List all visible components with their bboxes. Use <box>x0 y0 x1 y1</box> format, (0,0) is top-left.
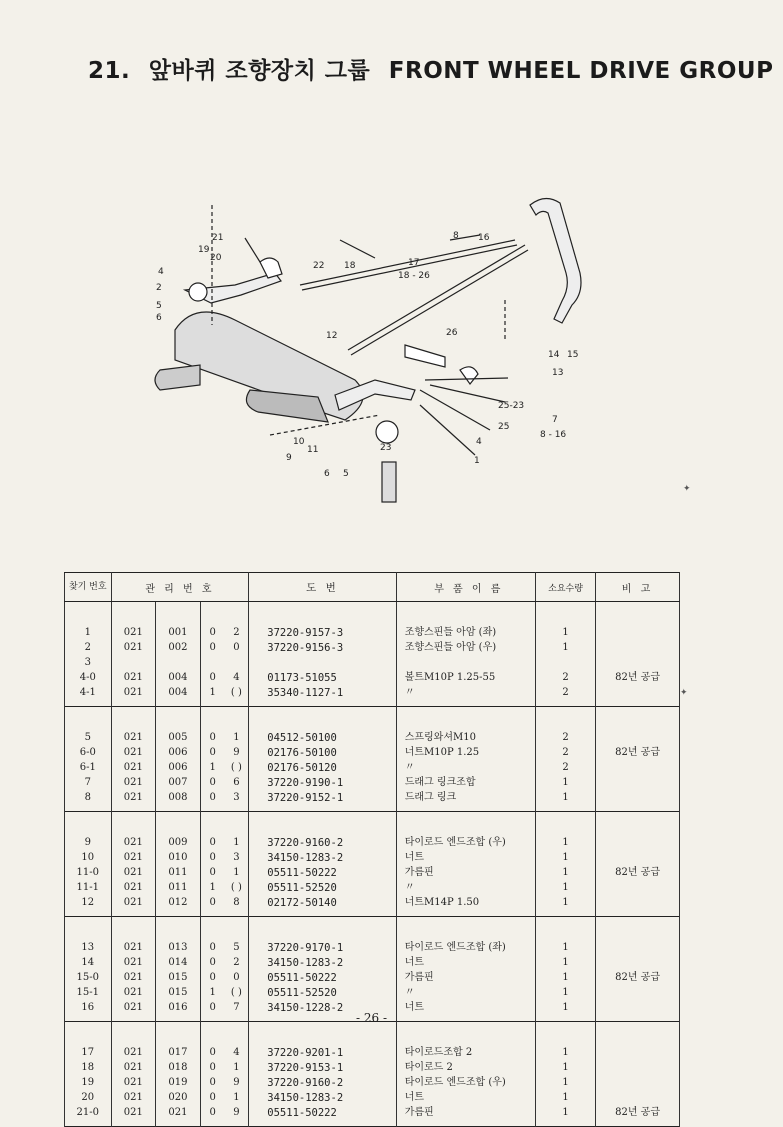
table-group <box>65 812 680 917</box>
title-number: 21. <box>88 58 131 84</box>
cell-remark <box>596 1060 680 1075</box>
cell-m4: 1 <box>225 812 249 851</box>
cell-m1: 021 <box>111 1090 156 1105</box>
callout-17: 17 <box>408 258 420 268</box>
cell-m1: 021 <box>111 880 156 895</box>
cell-m2: 011 <box>156 865 201 880</box>
table-row <box>65 917 680 956</box>
cell-name: 드래그 링크 <box>396 790 535 812</box>
cell-qty: 1 <box>535 640 595 655</box>
cell-m3: 0 <box>200 955 224 970</box>
table-row <box>65 775 680 790</box>
title-korean: 앞바퀴 조향장치 그룹 <box>148 58 371 84</box>
cell-m2: 004 <box>156 685 201 707</box>
cell-no: 20 <box>65 1090 112 1105</box>
cell-qty: 1 <box>535 1000 595 1022</box>
table-row <box>65 985 680 1000</box>
callout-15: 15 <box>567 350 579 360</box>
cell-m4: 4 <box>225 1022 249 1061</box>
cell-m4: 0 <box>225 640 249 655</box>
cell-m4: ( ) <box>225 760 249 775</box>
cell-no: 15-0 <box>65 970 112 985</box>
cell-m4: 3 <box>225 850 249 865</box>
cell-m2: 005 <box>156 707 201 746</box>
cell-m4: 1 <box>225 707 249 746</box>
callout-1: 1 <box>474 456 480 466</box>
cell-pn: 04512-50100 <box>249 707 396 746</box>
cell-name: 너트 <box>396 1090 535 1105</box>
cell-no: 3 <box>65 655 112 670</box>
cell-name <box>396 655 535 670</box>
table-row <box>65 895 680 917</box>
cell-m3 <box>200 655 224 670</box>
cell-m2: 016 <box>156 1000 201 1022</box>
cell-pn: 37220-9156-3 <box>249 640 396 655</box>
table-group <box>65 602 680 707</box>
cell-m4: 2 <box>225 955 249 970</box>
cell-m4: 0 <box>225 970 249 985</box>
cell-name: 가름핀 <box>396 1105 535 1127</box>
cell-remark <box>596 985 680 1000</box>
header-name: 부 품 이 름 <box>396 573 535 602</box>
cell-m1: 021 <box>111 745 156 760</box>
cell-name: 너트 <box>396 955 535 970</box>
table-row <box>65 760 680 775</box>
cell-qty: 1 <box>535 917 595 956</box>
cell-m3: 1 <box>200 760 224 775</box>
table-row <box>65 812 680 851</box>
cell-no: 9 <box>65 812 112 851</box>
cell-pn: 37220-9153-1 <box>249 1060 396 1075</box>
cell-qty: 2 <box>535 670 595 685</box>
cell-no: 17 <box>65 1022 112 1061</box>
header-mgmt: 관 리 번 호 <box>111 573 249 602</box>
cell-no: 4-0 <box>65 670 112 685</box>
cell-m3: 0 <box>200 670 224 685</box>
cell-m2: 006 <box>156 760 201 775</box>
cell-m2: 018 <box>156 1060 201 1075</box>
cell-m3: 1 <box>200 985 224 1000</box>
callout-2: 2 <box>156 283 162 293</box>
cell-no: 11-1 <box>65 880 112 895</box>
cell-name: 스프링와셔M10 <box>396 707 535 746</box>
callout-16: 16 <box>478 233 490 243</box>
table-row <box>65 707 680 746</box>
cell-m1: 021 <box>111 955 156 970</box>
cell-m2: 013 <box>156 917 201 956</box>
cell-m3: 0 <box>200 1000 224 1022</box>
callout-5b: 5 <box>343 469 349 479</box>
cell-m3: 0 <box>200 745 224 760</box>
cell-pn: 02176-50120 <box>249 760 396 775</box>
cell-name: 〃 <box>396 760 535 775</box>
cell-remark <box>596 1000 680 1022</box>
cell-name: 너트 <box>396 1000 535 1022</box>
cell-name: 〃 <box>396 880 535 895</box>
cell-name: 조향스핀들 아암 (좌) <box>396 602 535 641</box>
cell-m3: 0 <box>200 865 224 880</box>
cell-remark <box>596 850 680 865</box>
cell-remark <box>596 640 680 655</box>
cell-m3: 1 <box>200 685 224 707</box>
cell-pn: 05511-50222 <box>249 865 396 880</box>
table-row <box>65 955 680 970</box>
cell-m4: ( ) <box>225 685 249 707</box>
cell-m2: 001 <box>156 602 201 641</box>
cell-name: 타이로드조합 2 <box>396 1022 535 1061</box>
cell-m2: 015 <box>156 970 201 985</box>
table-row <box>65 850 680 865</box>
cell-m4: 3 <box>225 790 249 812</box>
cell-m2: 004 <box>156 670 201 685</box>
cell-m1: 021 <box>111 760 156 775</box>
cell-m3: 0 <box>200 970 224 985</box>
cell-remark <box>596 955 680 970</box>
cell-name: 〃 <box>396 985 535 1000</box>
cell-remark <box>596 917 680 956</box>
cell-remark <box>596 707 680 746</box>
table-row <box>65 602 680 641</box>
cell-m1: 021 <box>111 775 156 790</box>
cell-qty: 1 <box>535 985 595 1000</box>
cell-no: 21-0 <box>65 1105 112 1127</box>
cell-m2: 007 <box>156 775 201 790</box>
cell-name: 타이로드 2 <box>396 1060 535 1075</box>
cell-m1: 021 <box>111 640 156 655</box>
cell-m4: ( ) <box>225 880 249 895</box>
cell-m2: 012 <box>156 895 201 917</box>
cell-remark <box>596 812 680 851</box>
cell-remark <box>596 775 680 790</box>
cell-m1: 021 <box>111 1000 156 1022</box>
cell-m2: 008 <box>156 790 201 812</box>
cell-m1: 021 <box>111 865 156 880</box>
cell-m3: 0 <box>200 602 224 641</box>
table-row <box>65 1075 680 1090</box>
cell-pn: 37220-9170-1 <box>249 917 396 956</box>
cell-qty: 1 <box>535 895 595 917</box>
cell-pn: 34150-1283-2 <box>249 850 396 865</box>
cell-m1: 021 <box>111 1060 156 1075</box>
table-row <box>65 655 680 670</box>
callout-6b: 6 <box>324 469 330 479</box>
cell-remark <box>596 655 680 670</box>
title-english: FRONT WHEEL DRIVE GROUP <box>388 58 774 84</box>
cell-no: 1 <box>65 602 112 641</box>
callout-4: 4 <box>158 267 164 277</box>
table-row <box>65 970 680 985</box>
cell-remark: 82년 공급 <box>596 745 680 760</box>
cell-name: 타이로드 엔드조합 (우) <box>396 1075 535 1090</box>
cell-m1: 021 <box>111 850 156 865</box>
cell-m1: 021 <box>111 1105 156 1127</box>
cell-m1: 021 <box>111 670 156 685</box>
cell-m3: 0 <box>200 1060 224 1075</box>
cell-m1: 021 <box>111 1022 156 1061</box>
cell-m2: 010 <box>156 850 201 865</box>
cell-m2: 014 <box>156 955 201 970</box>
table-group <box>65 707 680 812</box>
cell-m3: 0 <box>200 895 224 917</box>
cell-qty: 2 <box>535 745 595 760</box>
callout-9: 9 <box>286 453 292 463</box>
cell-name: 드래그 링크조합 <box>396 775 535 790</box>
cell-no: 12 <box>65 895 112 917</box>
callout-22: 22 <box>313 261 325 271</box>
callout-5: 5 <box>156 301 162 311</box>
cell-remark <box>596 760 680 775</box>
cell-pn: 37220-9160-2 <box>249 1075 396 1090</box>
cell-m4: 1 <box>225 1060 249 1075</box>
cell-pn: 02176-50100 <box>249 745 396 760</box>
cell-name: 너트 <box>396 850 535 865</box>
table-row <box>65 1090 680 1105</box>
cell-pn: 34150-1283-2 <box>249 1090 396 1105</box>
callout-18: 18 <box>344 261 356 271</box>
table-row <box>65 640 680 655</box>
callout-6: 6 <box>156 313 162 323</box>
cell-m4: ( ) <box>225 985 249 1000</box>
cell-qty: 1 <box>535 880 595 895</box>
cell-pn: 05511-52520 <box>249 880 396 895</box>
cell-name: 〃 <box>396 685 535 707</box>
cell-m1: 021 <box>111 685 156 707</box>
cell-m1: 021 <box>111 895 156 917</box>
cell-pn: 01173-51055 <box>249 670 396 685</box>
cell-remark <box>596 790 680 812</box>
header-no: 찾기 번호 <box>65 573 112 602</box>
cell-qty: 1 <box>535 1022 595 1061</box>
cell-m4: 7 <box>225 1000 249 1022</box>
cell-m3: 0 <box>200 1090 224 1105</box>
cell-qty: 1 <box>535 1075 595 1090</box>
callout-17-range: 18 - 26 <box>398 271 430 281</box>
table-row <box>65 865 680 880</box>
cell-no: 19 <box>65 1075 112 1090</box>
cell-m4: 2 <box>225 602 249 641</box>
cell-m3: 0 <box>200 1075 224 1090</box>
cell-m2: 006 <box>156 745 201 760</box>
cell-m1: 021 <box>111 812 156 851</box>
cell-qty: 1 <box>535 1060 595 1075</box>
table-row <box>65 1105 680 1127</box>
cell-m2: 019 <box>156 1075 201 1090</box>
cell-qty: 1 <box>535 850 595 865</box>
cell-qty: 2 <box>535 707 595 746</box>
callout-13: 13 <box>552 368 564 378</box>
cell-pn: 37220-9157-3 <box>249 602 396 641</box>
cell-m3: 0 <box>200 707 224 746</box>
callout-7-range: 8 - 16 <box>540 430 567 440</box>
table-row <box>65 880 680 895</box>
cell-m4: 8 <box>225 895 249 917</box>
cell-m4: 1 <box>225 1090 249 1105</box>
cell-no: 8 <box>65 790 112 812</box>
cell-m1: 021 <box>111 985 156 1000</box>
cell-name: 타이로드 엔드조합 (우) <box>396 812 535 851</box>
cell-pn: 34150-1228-2 <box>249 1000 396 1022</box>
cell-m3: 0 <box>200 790 224 812</box>
table-row <box>65 1060 680 1075</box>
cell-remark: 82년 공급 <box>596 670 680 685</box>
callout-24: 25 <box>498 422 510 432</box>
cell-pn: 05511-50222 <box>249 970 396 985</box>
cell-m3: 0 <box>200 850 224 865</box>
cell-remark: 82년 공급 <box>596 970 680 985</box>
cell-no: 4-1 <box>65 685 112 707</box>
cell-no: 16 <box>65 1000 112 1022</box>
cell-remark <box>596 1022 680 1061</box>
cell-m2: 020 <box>156 1090 201 1105</box>
cell-no: 13 <box>65 917 112 956</box>
cell-m4: 9 <box>225 1075 249 1090</box>
cell-no: 15-1 <box>65 985 112 1000</box>
callout-7: 7 <box>552 415 558 425</box>
table-row <box>65 745 680 760</box>
cell-qty: 1 <box>535 775 595 790</box>
table-row <box>65 1022 680 1061</box>
cell-m3: 0 <box>200 812 224 851</box>
cell-m4: 6 <box>225 775 249 790</box>
cell-remark <box>596 685 680 707</box>
callout-25-23: 25-23 <box>498 401 525 411</box>
cell-m2 <box>156 655 201 670</box>
cell-m3: 0 <box>200 1105 224 1127</box>
cell-qty: 1 <box>535 602 595 641</box>
cell-m1: 021 <box>111 707 156 746</box>
cell-m2: 015 <box>156 985 201 1000</box>
cell-remark <box>596 895 680 917</box>
callout-26: 26 <box>446 328 458 338</box>
cell-pn: 37220-9160-2 <box>249 812 396 851</box>
callout-8: 8 <box>453 231 459 241</box>
cell-m1: 021 <box>111 790 156 812</box>
cell-no: 6-1 <box>65 760 112 775</box>
cell-pn: 34150-1283-2 <box>249 955 396 970</box>
cell-remark <box>596 1090 680 1105</box>
cell-pn: 02172-50140 <box>249 895 396 917</box>
cell-pn: 37220-9152-1 <box>249 790 396 812</box>
cell-m4: 9 <box>225 745 249 760</box>
cell-name: 타이로드 엔드조합 (좌) <box>396 917 535 956</box>
cell-qty: 1 <box>535 1105 595 1127</box>
cell-no: 6-0 <box>65 745 112 760</box>
cell-name: 가름핀 <box>396 865 535 880</box>
cell-no: 18 <box>65 1060 112 1075</box>
margin-mark: ✦ <box>680 688 688 698</box>
page-number: - 26 - <box>356 1011 388 1025</box>
callout-19: 19 <box>198 245 210 255</box>
callout-20: 20 <box>210 253 222 263</box>
parts-table <box>64 572 680 1127</box>
cell-m2: 011 <box>156 880 201 895</box>
callout-14: 14 <box>548 350 560 360</box>
cell-no: 2 <box>65 640 112 655</box>
cell-pn: 37220-9190-1 <box>249 775 396 790</box>
cell-m4: 9 <box>225 1105 249 1127</box>
callout-21: 21 <box>212 233 224 243</box>
cell-qty: 1 <box>535 1090 595 1105</box>
cell-qty: 2 <box>535 760 595 775</box>
cell-m3: 1 <box>200 880 224 895</box>
cell-m2: 002 <box>156 640 201 655</box>
cell-m2: 009 <box>156 812 201 851</box>
cell-remark <box>596 1075 680 1090</box>
cell-qty: 1 <box>535 865 595 880</box>
cell-pn: 05511-50222 <box>249 1105 396 1127</box>
cell-m2: 017 <box>156 1022 201 1061</box>
cell-name: 볼트M10P 1.25-55 <box>396 670 535 685</box>
cell-m4 <box>225 655 249 670</box>
cell-pn: 37220-9201-1 <box>249 1022 396 1061</box>
page-title <box>88 52 774 85</box>
callout-1b: 23 <box>380 443 392 453</box>
cell-no: 7 <box>65 775 112 790</box>
cell-pn: 35340-1127-1 <box>249 685 396 707</box>
cell-qty: 1 <box>535 970 595 985</box>
parts-diagram <box>120 180 620 530</box>
cell-m2: 021 <box>156 1105 201 1127</box>
cell-qty: 2 <box>535 685 595 707</box>
cell-no: 10 <box>65 850 112 865</box>
margin-mark: ✦ <box>683 484 691 494</box>
table-row <box>65 790 680 812</box>
cell-remark <box>596 602 680 641</box>
header-remark: 비 고 <box>596 573 680 602</box>
cell-pn: 05511-52520 <box>249 985 396 1000</box>
cell-no: 11-0 <box>65 865 112 880</box>
cell-m1: 021 <box>111 602 156 641</box>
cell-m4: 1 <box>225 865 249 880</box>
cell-m3: 0 <box>200 640 224 655</box>
cell-m1 <box>111 655 156 670</box>
cell-no: 14 <box>65 955 112 970</box>
cell-name: 너트M14P 1.50 <box>396 895 535 917</box>
cell-name: 너트M10P 1.25 <box>396 745 535 760</box>
cell-no: 5 <box>65 707 112 746</box>
cell-name: 가름핀 <box>396 970 535 985</box>
cell-m1: 021 <box>111 1075 156 1090</box>
cell-pn <box>249 655 396 670</box>
table-row <box>65 685 680 707</box>
cell-remark <box>596 880 680 895</box>
cell-qty: 1 <box>535 812 595 851</box>
cell-m1: 021 <box>111 917 156 956</box>
cell-name: 조향스핀들 아암 (우) <box>396 640 535 655</box>
table-group <box>65 1022 680 1127</box>
callout-10: 10 <box>293 437 305 447</box>
cell-qty: 1 <box>535 790 595 812</box>
cell-m3: 0 <box>200 917 224 956</box>
header-drawing: 도 번 <box>249 573 396 602</box>
cell-m3: 0 <box>200 775 224 790</box>
cell-remark: 82년 공급 <box>596 1105 680 1127</box>
cell-remark: 82년 공급 <box>596 865 680 880</box>
header-qty: 소요수량 <box>535 573 595 602</box>
cell-m4: 5 <box>225 917 249 956</box>
cell-m1: 021 <box>111 970 156 985</box>
cell-qty: 1 <box>535 955 595 970</box>
callout-4b: 4 <box>476 437 482 447</box>
callout-11: 11 <box>307 445 319 455</box>
callout-12: 12 <box>326 331 338 341</box>
table-row <box>65 670 680 685</box>
cell-qty <box>535 655 595 670</box>
cell-m4: 4 <box>225 670 249 685</box>
cell-m3: 0 <box>200 1022 224 1061</box>
table-group <box>65 917 680 1022</box>
